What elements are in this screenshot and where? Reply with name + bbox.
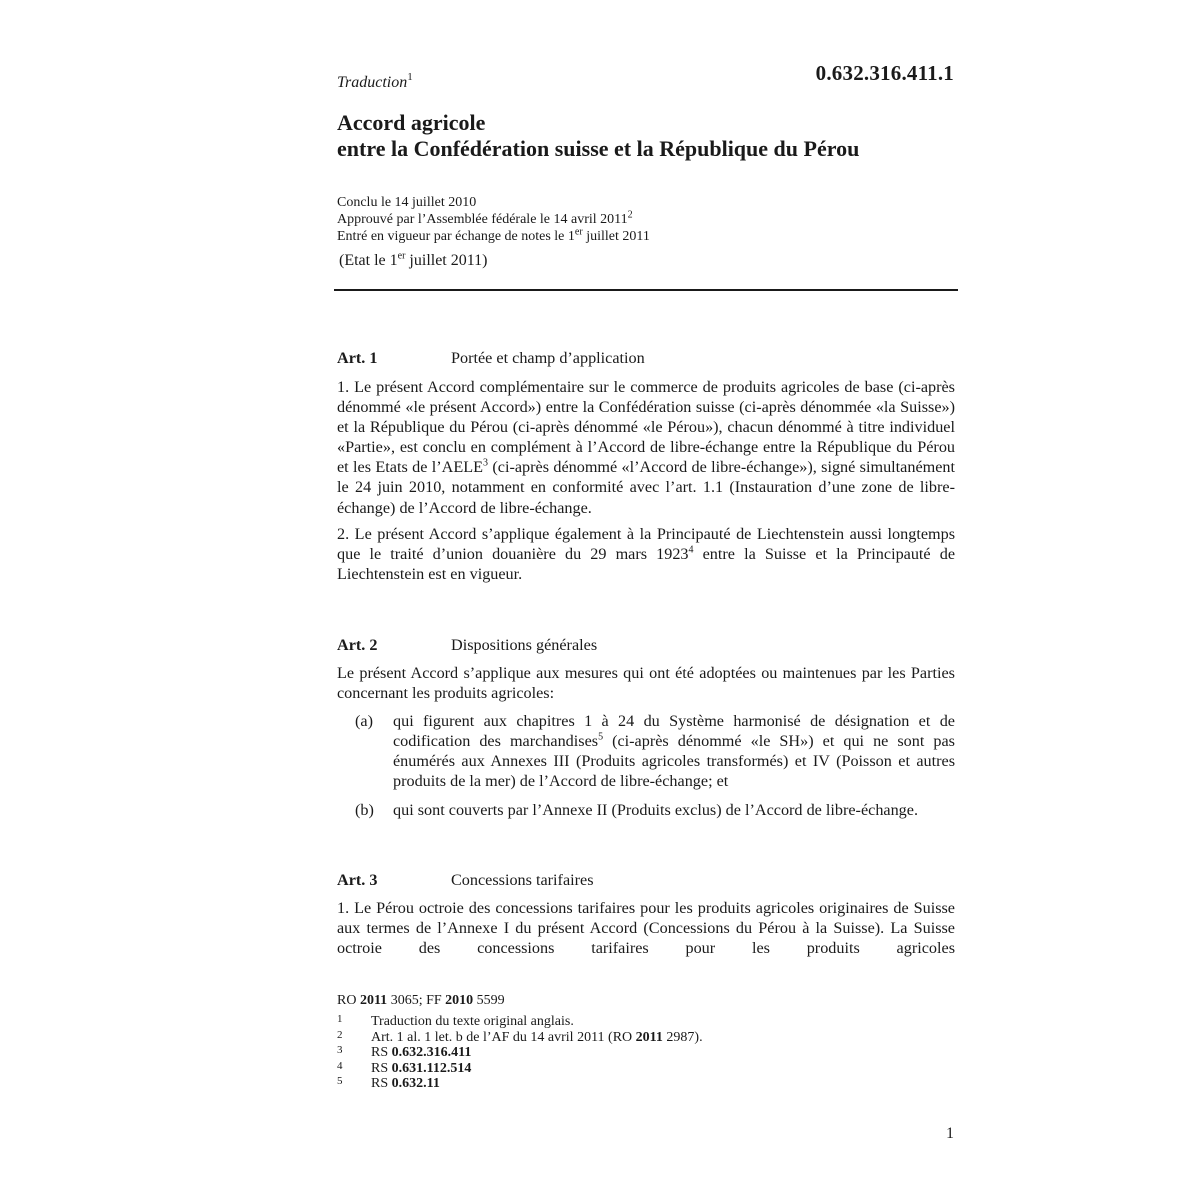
sr-number: 0.632.316.411.1 xyxy=(815,61,954,85)
article-1-heading xyxy=(337,348,645,368)
footnote-text: RS 0.631.112.514 xyxy=(371,1060,472,1076)
footnote xyxy=(337,1030,703,1046)
article-3-heading xyxy=(337,870,594,890)
footnote-ref[interactable]: 2 xyxy=(627,209,633,221)
title-line-1: Accord agricole xyxy=(337,110,486,135)
header-divider xyxy=(334,289,958,291)
footnote-text: RS 0.632.316.411 xyxy=(371,1045,472,1060)
entry-into-force: Entré en vigueur par échange de notes le 1er juillet 2011 xyxy=(337,226,650,244)
article-2-intro: Le présent Accord s’applique aux mesures qui ont été adoptées ou maintenues par les Parties concernant les produits agricoles: xyxy=(337,664,955,703)
footnote xyxy=(337,1045,703,1061)
footnote xyxy=(337,1014,703,1030)
approval-line: Approuvé par l’Assemblée fédérale le 14 avril 2011$^2$ xyxy=(337,209,633,227)
item-label: (a) xyxy=(355,712,373,731)
document-title xyxy=(337,110,859,162)
footnote-number: 2 xyxy=(337,1028,343,1041)
article-1-paragraph-1: 1. Le présent Accord complémentaire sur le commerce de produits agricoles de base (ci-après dénommé «le présent Accord») entre la Confédération suisse (ci-après dénommée «la Suisse») et la République du Pérou (ci-après dénommé «le Pérou»), chacun dénommé à titre individuel «Partie», est conclu en complément à l’Accord de libre-échange entre la République du Pérou et les Etats de l’AELE$^3$ (ci-après dénommé «l’Accord de libre-échange»), signé simultanément le 24 juin 2010, notamment en conformité avec l’art. 1.1 (Instauration d’une zone de libre-échange) de l’Accord de libre-échange. xyxy=(337,378,955,517)
footnote-number: 5 xyxy=(337,1075,343,1087)
article-1-body xyxy=(337,377,955,584)
publication-source: RO 2011 3065; FF 2010 5599 xyxy=(337,993,505,1008)
article-2-body xyxy=(337,663,955,820)
list-item xyxy=(337,800,955,820)
footnote-ref[interactable]: 5 xyxy=(598,731,604,743)
status-date: (Etat le 1er juillet 2011) xyxy=(339,250,488,269)
footnote-ref[interactable]: 1 xyxy=(407,70,413,83)
article-title: Portée et champ d’application xyxy=(451,349,645,367)
item-text: qui figurent aux chapitres 1 à 24 du Système harmonisé de désignation et de codification des marchandises$^5$ (ci-après dénommé «le SH») et qui ne sont pas énumérés aux Annexes III (Produits agricoles transformés) et IV (Poisson et autres produits de la mer) de l’Accord de libre-échange; et xyxy=(393,712,955,791)
footnote-text: Art. 1 al. 1 let. b de l’AF du 14 avril 2011 (RO 2011 2987). xyxy=(371,1029,703,1045)
footnote-number: 4 xyxy=(337,1059,343,1072)
footnote-text: Traduction du texte original anglais. xyxy=(371,1014,574,1029)
footnote-ref[interactable]: 3 xyxy=(483,457,489,469)
translation-label: Traduction$^1$ xyxy=(337,70,413,91)
list-item xyxy=(337,711,955,791)
footnotes-list xyxy=(337,1014,703,1092)
footnote-number: 1 xyxy=(337,1013,343,1025)
page-number: 1 xyxy=(946,1125,954,1142)
article-3-paragraph-1: 1. Le Pérou octroie des concessions tarifaires pour les produits agricoles originaires de Suisse aux termes de l’Annexe I du présent Accord (Concessions du Pérou à la Suisse). La Suisse octroie des concessions tarifaires pour les produits agricoles xyxy=(337,899,955,958)
article-3-body xyxy=(337,898,955,958)
footnote-ref[interactable]: 4 xyxy=(688,544,694,556)
title-line-2: entre la Confédération suisse et la République du Pérou xyxy=(337,136,860,161)
article-number: Art. 1 xyxy=(337,349,378,367)
article-2-heading xyxy=(337,635,597,655)
article-number: Art. 3 xyxy=(337,871,378,889)
item-text: qui sont couverts par l’Annexe II (Produits exclus) de l’Accord de libre-échange. xyxy=(393,800,919,819)
footnote-text: RS 0.632.11 xyxy=(371,1076,440,1091)
article-title: Concessions tarifaires xyxy=(451,871,594,889)
footnote xyxy=(337,1076,703,1092)
footnote-number: 3 xyxy=(337,1044,343,1056)
article-number: Art. 2 xyxy=(337,636,378,654)
concluded-date: Conclu le 14 juillet 2010 xyxy=(337,195,477,210)
article-1-paragraph-2: 2. Le présent Accord s’applique également à la Principauté de Liechtenstein aussi longtemps que le traité d’union douanière du 29 mars 1923$^4$ entre la Suisse et la Principauté de Liechtenstein est en vigueur. xyxy=(337,524,955,583)
footnote xyxy=(337,1061,703,1077)
article-title: Dispositions générales xyxy=(451,636,598,654)
document-metadata xyxy=(337,194,650,245)
item-label: (b) xyxy=(355,800,374,819)
